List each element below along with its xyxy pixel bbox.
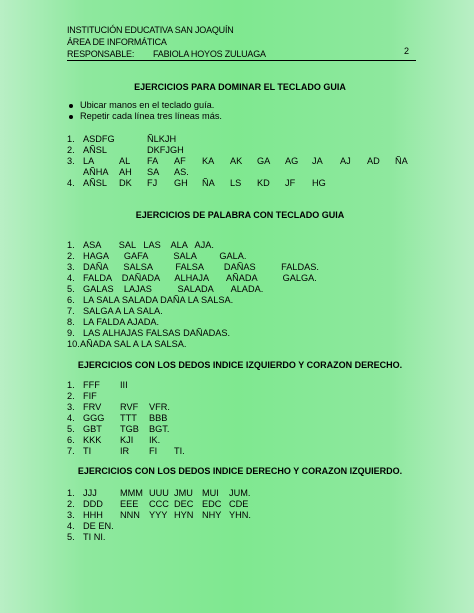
exercise-token: DDD: [83, 499, 103, 509]
section-title-palabra-teclado-guia: EJERCICIOS DE PALABRA CON TECLADO GUIA: [135, 210, 345, 220]
row-number: 6.: [67, 295, 75, 305]
exercise-token: AK: [230, 156, 243, 166]
exercise-token: JMU: [174, 488, 193, 498]
exercise-token: UUU: [149, 488, 169, 498]
document-header: [67, 24, 417, 60]
exercise-token: HYN: [174, 510, 194, 520]
page-number: 2: [404, 46, 410, 56]
exercise-token: JUM.: [229, 488, 251, 498]
exercise-token: AÑSL: [83, 178, 108, 188]
exercise-text: FALDA DAÑADA ALHAJA AÑADA GALGA.: [83, 273, 317, 283]
exercise-token: KKK: [83, 435, 102, 445]
exercise-token: FA: [147, 156, 159, 166]
exercise-text: AÑADA SAL A LA SALSA.: [80, 339, 187, 349]
row-number: 3.: [67, 510, 75, 520]
exercise-token: MMM: [120, 488, 143, 498]
exercise-token: GH: [174, 178, 188, 188]
exercise-token: TTT: [120, 413, 137, 423]
row-number: 3.: [67, 156, 75, 166]
responsible-line: [67, 48, 417, 60]
section-title-indice-derecho: EJERCICIOS CON LOS DEDOS INDICE DERECHO Y CORAZON IZQUIERDO.: [77, 466, 403, 476]
row-number: 1.: [67, 380, 75, 390]
exercise-token: SA: [147, 167, 160, 177]
exercise-token: VFR.: [149, 402, 170, 412]
exercise-text: ASA SAL LAS ALA AJA.: [83, 240, 214, 250]
exercise-token: TI: [83, 446, 92, 456]
exercise-token: FIF: [83, 391, 97, 401]
exercise-token: DE EN.: [83, 521, 114, 531]
exercise-token: ÑA: [395, 156, 408, 166]
row-number: 6.: [67, 435, 75, 445]
exercise-text: LA SALA SALADA DAÑA LA SALSA.: [83, 295, 234, 305]
section-title-teclado-guia: EJERCICIOS PARA DOMINAR EL TECLADO GUIA: [134, 82, 346, 92]
row-number: 5.: [67, 532, 75, 542]
exercise-token: FI: [149, 446, 158, 456]
exercise-token: EDC: [202, 499, 222, 509]
exercise-token: FJ: [147, 178, 158, 188]
exercise-text: SALGA A LA SALA.: [83, 306, 163, 316]
bullet-icon: [69, 115, 73, 119]
exercise-text: LAS ALHAJAS FALSAS DAÑADAS.: [83, 328, 231, 338]
exercise-token: DKFJGH: [147, 145, 184, 155]
row-number: 1.: [67, 134, 75, 144]
row-number: 7.: [67, 306, 75, 316]
exercise-token: CDE: [229, 499, 249, 509]
exercise-token: IR: [120, 446, 130, 456]
row-number: 3.: [67, 402, 75, 412]
exercise-token: JJJ: [83, 488, 97, 498]
exercise-token: III: [120, 380, 128, 390]
responsible-label: RESPONSABLE:: [67, 49, 135, 59]
row-number: 4.: [67, 521, 75, 531]
row-number: 5.: [67, 424, 75, 434]
exercise-token: AÑSL: [83, 145, 108, 155]
row-number: 10.: [67, 339, 80, 349]
responsible-name: FABIOLA HOYOS ZULUAGA: [153, 49, 266, 59]
exercise-token: IK.: [149, 435, 161, 445]
exercise-token: GA: [257, 156, 271, 166]
exercise-token: YHN.: [229, 510, 251, 520]
exercise-token: DEC: [174, 499, 194, 509]
exercise-token: BGT.: [149, 424, 170, 434]
exercise-token: AD: [367, 156, 380, 166]
row-number: 8.: [67, 317, 75, 327]
exercise-token: AÑHA: [83, 167, 109, 177]
exercise-token: DK: [119, 178, 132, 188]
exercise-text: LA FALDA AJADA.: [83, 317, 160, 327]
section-title-indice-izquierdo: EJERCICIOS CON LOS DEDOS INDICE IZQUIERDO Y CORAZON DERECHO.: [77, 360, 403, 370]
area-name: ÁREA DE INFORMÁTICA: [67, 37, 167, 47]
row-number: 4.: [67, 273, 75, 283]
row-number: 4.: [67, 178, 75, 188]
institution-name: INSTITUCIÓN EDUCATIVA SAN JOAQUÍN: [67, 25, 234, 35]
bullet-icon: [69, 104, 73, 108]
exercise-token: NNN: [120, 510, 140, 520]
exercise-token: ÑLKJH: [147, 134, 177, 144]
exercise-token: TI.: [174, 446, 185, 456]
exercise-text: DAÑA SALSA FALSA DAÑAS FALDAS.: [83, 262, 319, 272]
exercise-token: FRV: [83, 402, 102, 412]
exercise-token: BBB: [149, 413, 168, 423]
exercise-token: LA: [83, 156, 95, 166]
row-number: 3.: [67, 262, 75, 272]
row-number: 9.: [67, 328, 75, 338]
row-number: 1.: [67, 488, 75, 498]
exercise-token: JA: [312, 156, 323, 166]
exercise-token: KA: [202, 156, 215, 166]
row-number: 2.: [67, 391, 75, 401]
exercise-token: AH: [119, 167, 132, 177]
row-number: 2.: [67, 499, 75, 509]
exercise-token: ÑA: [202, 178, 215, 188]
exercise-token: NHY: [202, 510, 222, 520]
row-number: 2.: [67, 251, 75, 261]
exercise-token: AS.: [174, 167, 189, 177]
document-page: INSTITUCIÓN EDUCATIVA SAN JOAQUÍN ÁREA DE INFORMÁTICA RESPONSABLE: FABIOLA HOYOS ZULUAGA 2 EJERCICIOS PARA DOMINAR EL TECLADO GUIA Ubicar manos en el teclado guía. Repetir cada línea tres líneas más. 1. ASDFG ÑLKJH 2. AÑSL DKFJGH 3. LA AL FA AF KA AK GA AG JA AJ AD ÑA AÑHA AH SA AS. 4. AÑSL DK FJ GH ÑA LS KD JF HG EJERCICIOS DE PALABRA CON TECLADO GUIA 1. ASA SAL LAS ALA AJA. 2. HAGA GAFA SALA GALA. 3. DAÑA SALSA FALSA DAÑAS FALDAS. 4. FALDA DAÑADA ALHAJA AÑADA GALGA. 5. GALAS LAJAS SALADA ALADA. 6. LA SALA SALADA DAÑA LA SALSA. 7. SALGA A LA SALA. 8. LA FALDA AJADA. 9. LAS ALHAJAS FALSAS DAÑADAS. 10. AÑADA SAL A LA SALSA. EJERCICIOS CON LOS DEDOS INDICE IZQUIERDO Y CORAZON DERECHO. 1. FFF III 2. FIF 3. FRV RVF VFR. 4. GGG TTT BBB 5. GBT TGB BGT. 6. KKK KJI IK. 7. TI IR FI TI. EJERCICIOS CON LOS DEDOS INDICE DERECHO Y CORAZON IZQUIERDO. 1. JJJ MMM UUU JMU MUI JUM. 2. DDD EEE CCC DEC EDC CDE 3. HHH NNN YYY HYN NHY YHN. 4. DE EN. 5. TI NI.: [0, 0, 474, 613]
exercise-token: TGB: [120, 424, 139, 434]
exercise-token: ASDFG: [83, 134, 115, 144]
exercise-token: AG: [285, 156, 299, 166]
exercise-token: EEE: [120, 499, 139, 509]
exercise-token: YYY: [149, 510, 168, 520]
row-number: 1.: [67, 240, 75, 250]
row-number: 7.: [67, 446, 75, 456]
exercise-text: GALAS LAJAS SALADA ALADA.: [83, 284, 264, 294]
header-divider: [67, 60, 416, 61]
exercise-token: AL: [119, 156, 131, 166]
exercise-token: HHH: [83, 510, 103, 520]
exercise-token: GGG: [83, 413, 105, 423]
exercise-token: GBT: [83, 424, 102, 434]
exercise-token: AF: [174, 156, 186, 166]
exercise-token: AJ: [340, 156, 351, 166]
exercise-text: HAGA GAFA SALA GALA.: [83, 251, 247, 261]
exercise-token: TI NI.: [83, 532, 106, 542]
exercise-token: CCC: [149, 499, 169, 509]
exercise-token: LS: [230, 178, 242, 188]
exercise-token: JF: [285, 178, 296, 188]
row-number: 5.: [67, 284, 75, 294]
row-number: 4.: [67, 413, 75, 423]
exercise-token: MUI: [202, 488, 219, 498]
exercise-token: KD: [257, 178, 270, 188]
exercise-token: FFF: [83, 380, 100, 390]
row-number: 2.: [67, 145, 75, 155]
exercise-token: RVF: [120, 402, 139, 412]
exercise-token: HG: [312, 178, 326, 188]
exercise-token: KJI: [120, 435, 134, 445]
